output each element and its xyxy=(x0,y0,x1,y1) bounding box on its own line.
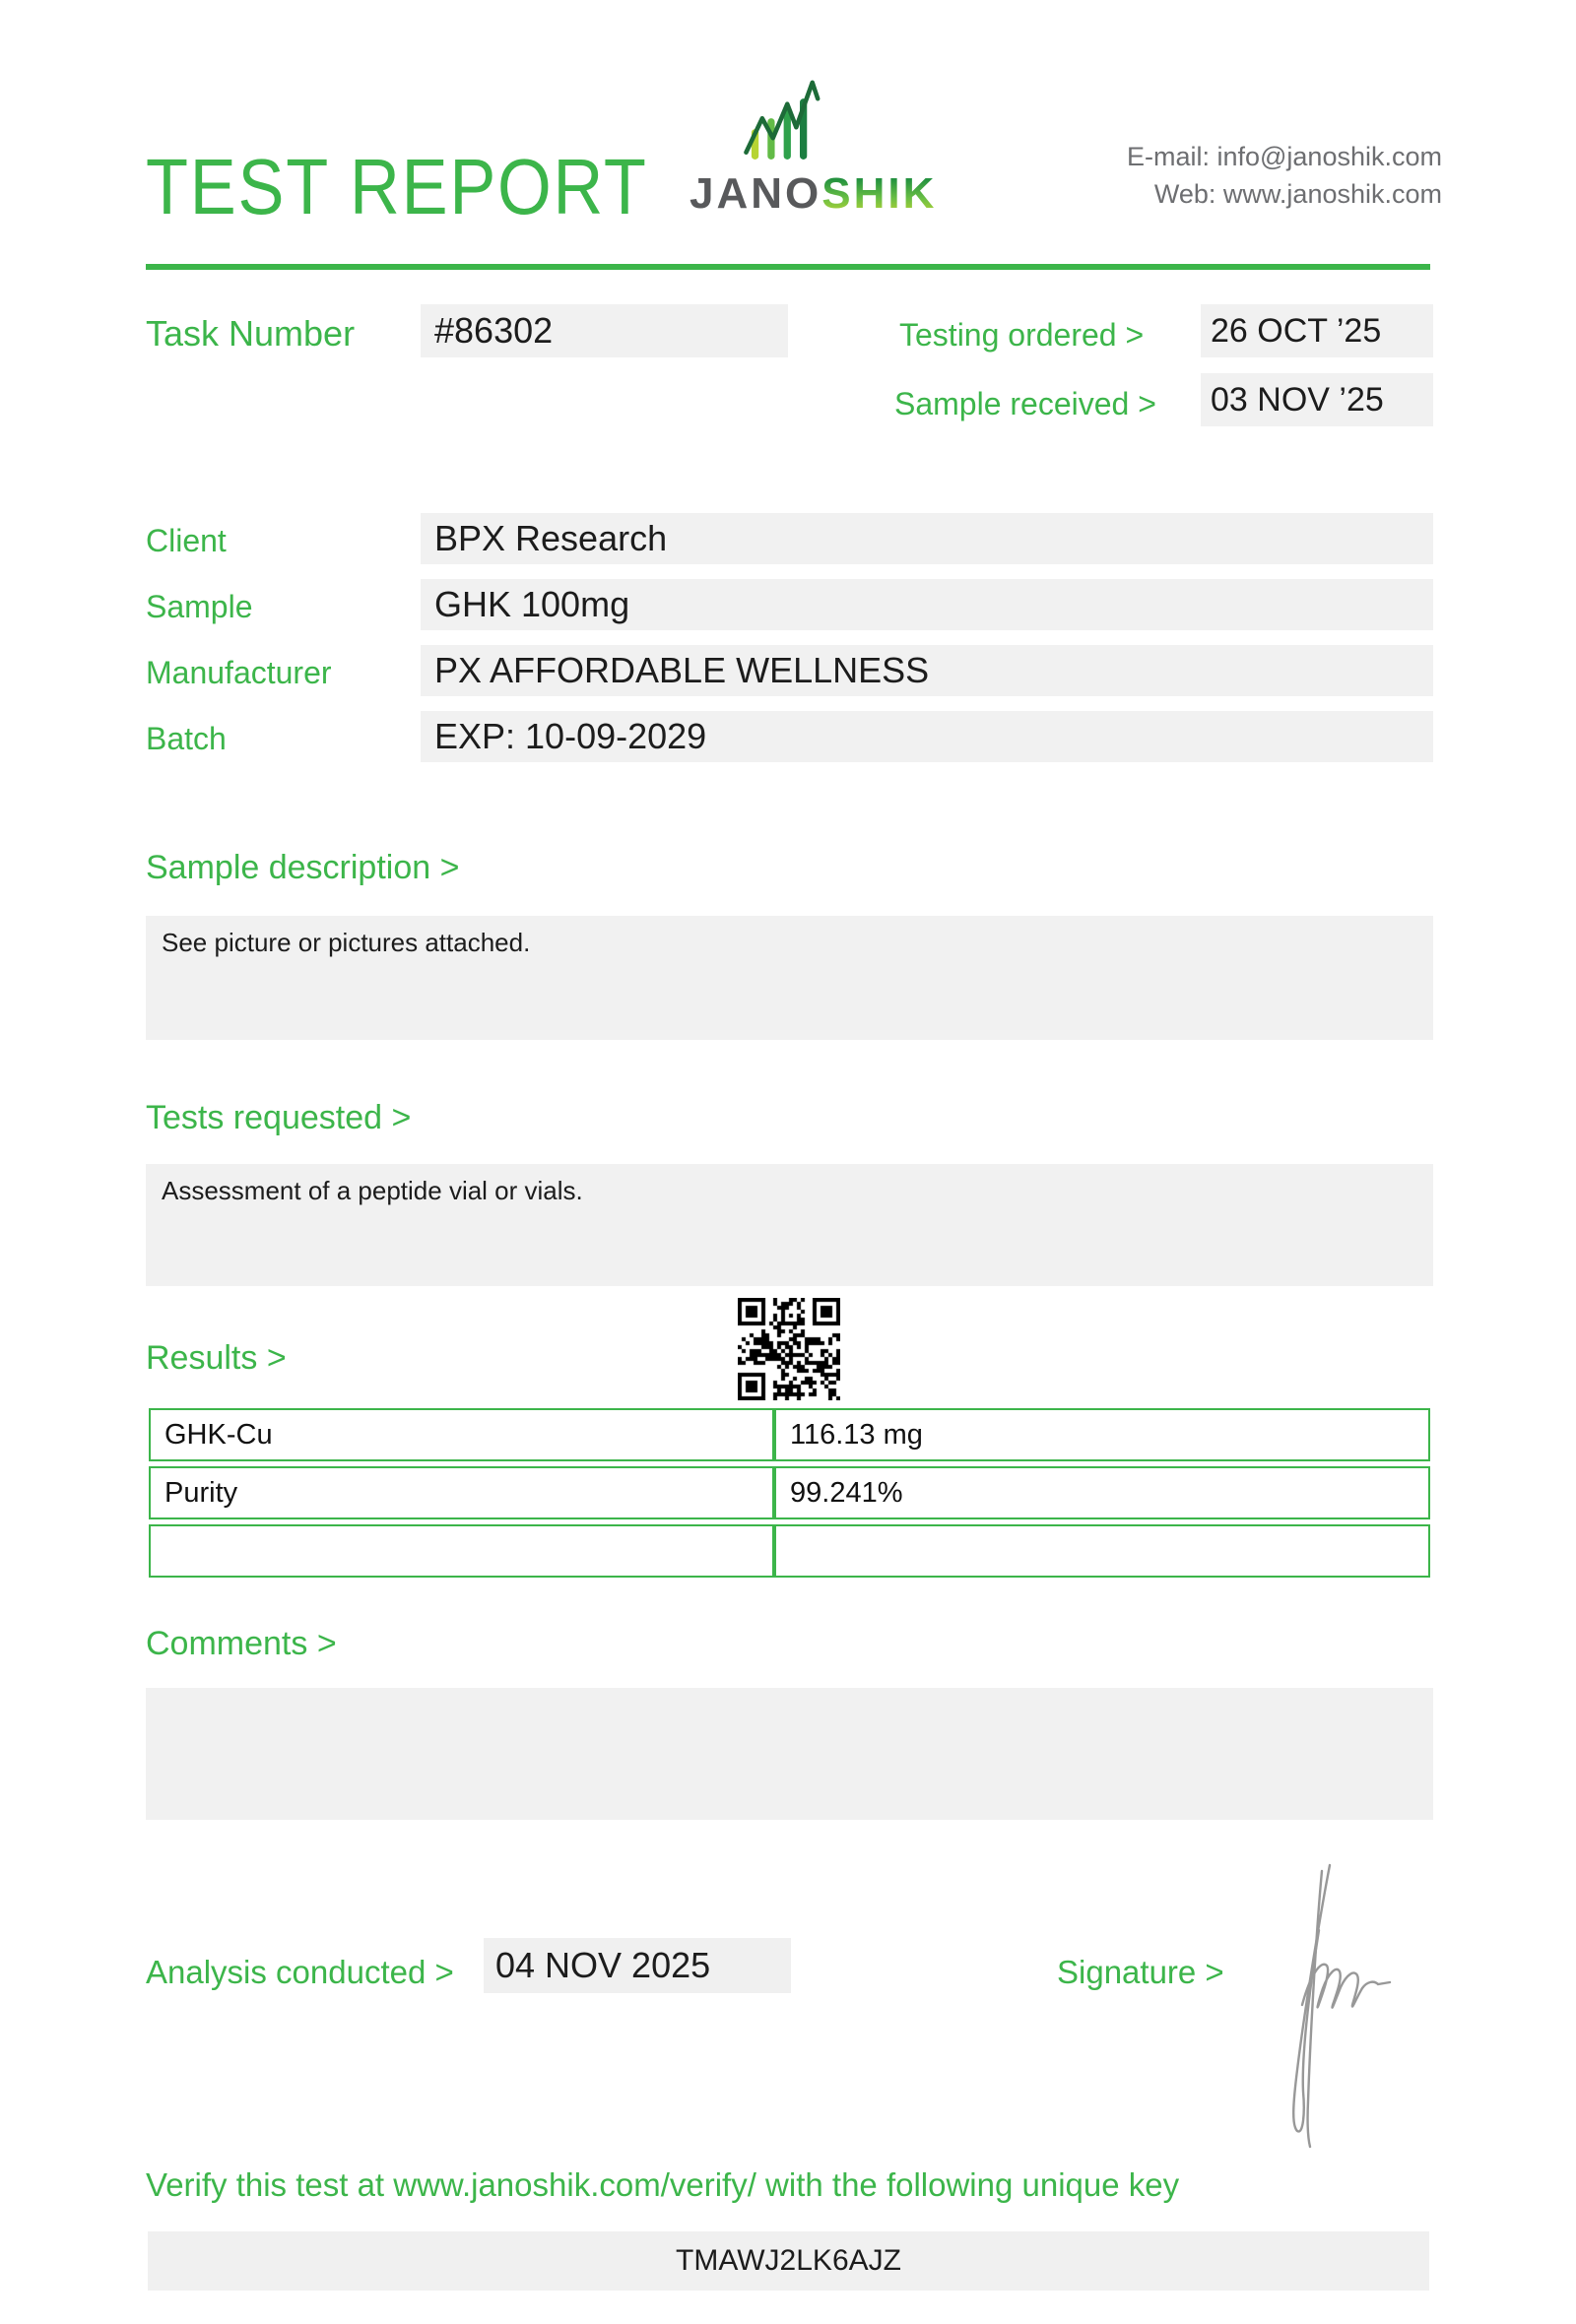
results-table xyxy=(149,1408,1430,1582)
table-row xyxy=(149,1524,1430,1578)
tests-requested-heading: Tests requested > xyxy=(146,1099,412,1136)
comments-heading: Comments > xyxy=(146,1625,337,1662)
qr-code xyxy=(738,1298,840,1400)
batch-value: EXP: 10-09-2029 xyxy=(421,711,1433,762)
janoshik-logo xyxy=(690,169,937,219)
batch-label: Batch xyxy=(146,721,227,756)
results-heading: Results > xyxy=(146,1339,287,1377)
analysis-conducted-label: Analysis conducted > xyxy=(146,1954,454,1990)
testing-ordered-date: 26 OCT ’25 xyxy=(1201,304,1433,357)
tests-requested-box: Assessment of a peptide vial or vials. xyxy=(146,1164,1433,1286)
contact-email: E-mail: info@janoshik.com xyxy=(1126,142,1442,171)
task-number-value: #86302 xyxy=(421,304,788,357)
result-name: GHK-Cu xyxy=(149,1408,774,1461)
sample-received-date: 03 NOV ’25 xyxy=(1201,373,1433,426)
result-value xyxy=(774,1524,1430,1578)
contact-block xyxy=(1127,138,1442,213)
table-row xyxy=(149,1408,1430,1461)
client-label: Client xyxy=(146,523,227,558)
sample-description-box: See picture or pictures attached. xyxy=(146,916,1433,1040)
result-value: 116.13 mg xyxy=(774,1408,1430,1461)
sample-label: Sample xyxy=(146,589,253,624)
task-number-label: Task Number xyxy=(146,313,356,354)
page-title: TEST REPORT xyxy=(146,143,648,230)
verify-key: TMAWJ2LK6AJZ xyxy=(148,2231,1429,2291)
table-row xyxy=(149,1466,1430,1519)
analysis-conducted-date: 04 NOV 2025 xyxy=(484,1938,791,1993)
contact-web: Web: www.janoshik.com xyxy=(1153,179,1442,209)
comments-box xyxy=(146,1688,1433,1820)
logo-text-shik: SHIK xyxy=(821,169,938,218)
handwritten-signature xyxy=(1273,1855,1401,2151)
result-value: 99.241% xyxy=(774,1466,1430,1519)
manufacturer-label: Manufacturer xyxy=(146,655,332,690)
manufacturer-value: PX AFFORDABLE WELLNESS xyxy=(421,645,1433,696)
sample-received-label: Sample received > xyxy=(894,386,1156,421)
result-name xyxy=(149,1524,774,1578)
signature-label: Signature > xyxy=(1057,1954,1224,1990)
chart-growth-icon xyxy=(741,77,839,163)
testing-ordered-label: Testing ordered > xyxy=(899,317,1145,353)
sample-value: GHK 100mg xyxy=(421,579,1433,630)
sample-description-heading: Sample description > xyxy=(146,849,460,886)
client-value: BPX Research xyxy=(421,513,1433,564)
header-divider xyxy=(146,264,1430,270)
logo-text-jano: JANO xyxy=(690,169,822,218)
verify-instruction: Verify this test at www.janoshik.com/verify/ with the following unique key xyxy=(146,2166,1180,2203)
result-name: Purity xyxy=(149,1466,774,1519)
